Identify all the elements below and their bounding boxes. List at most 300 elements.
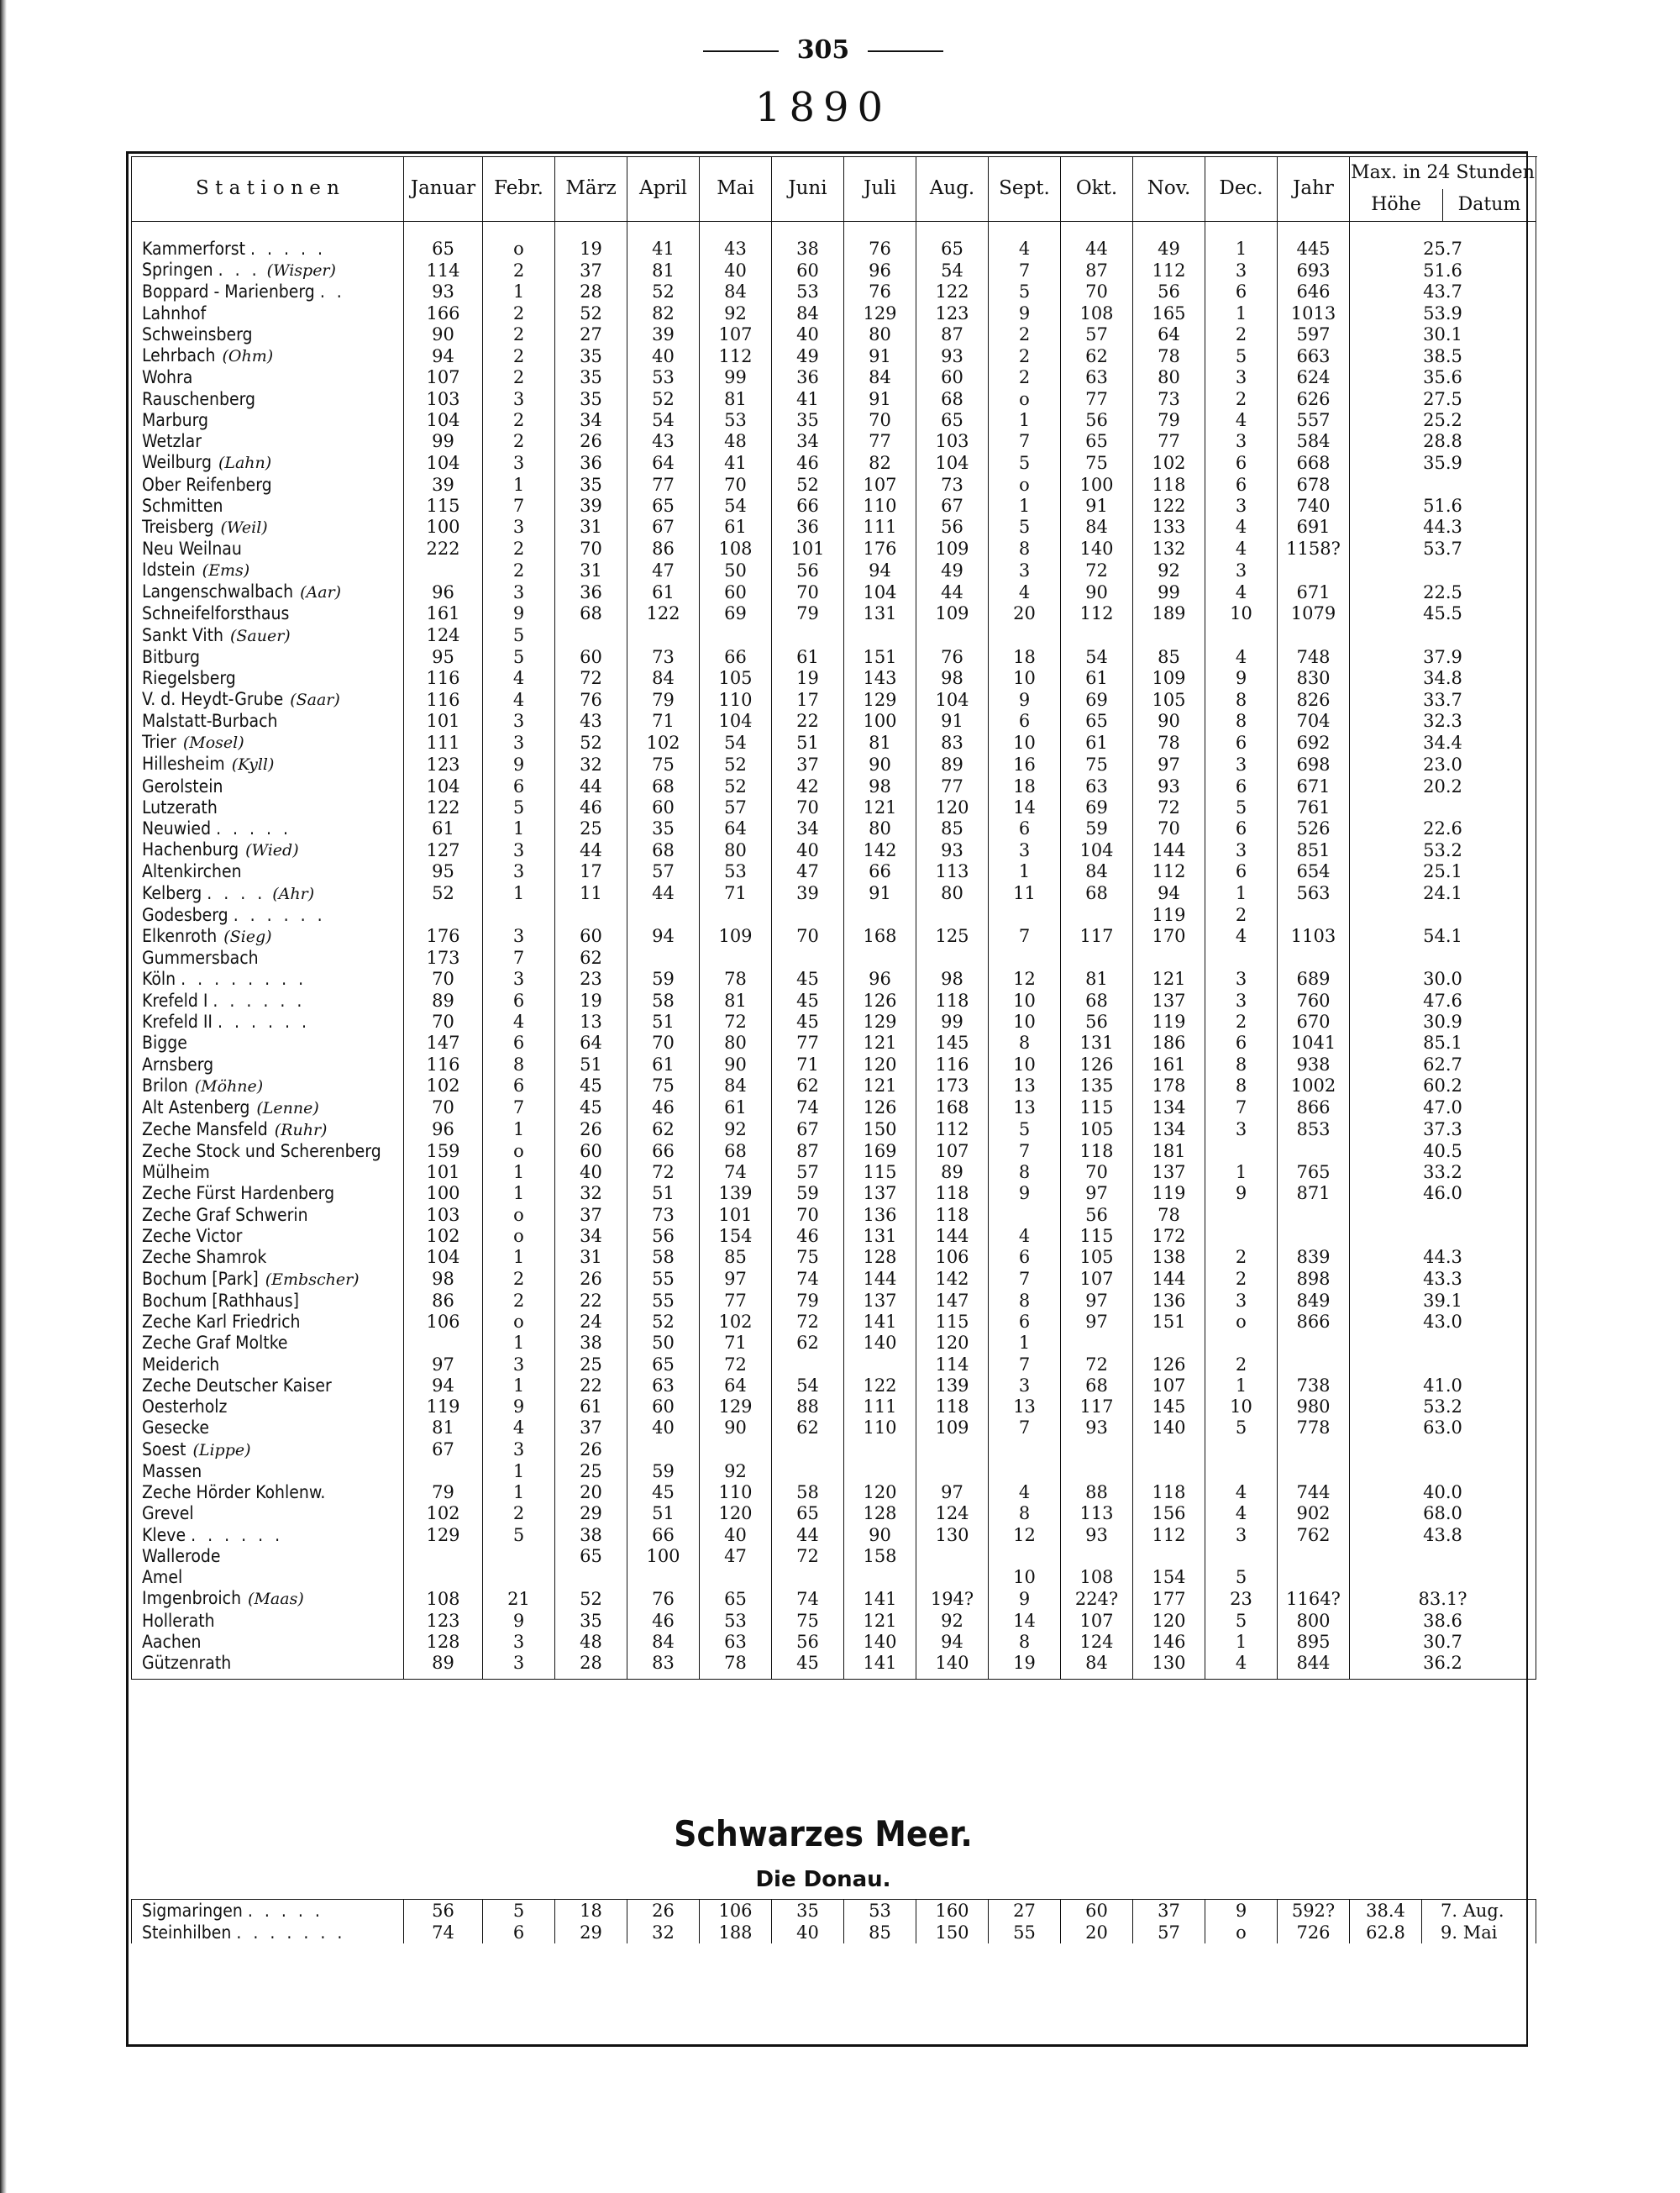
month-value: 99 bbox=[404, 431, 483, 452]
month-value: 27 bbox=[555, 324, 627, 345]
month-value: 76 bbox=[844, 239, 916, 260]
year-total: 663 bbox=[1278, 345, 1350, 367]
month-value: 3 bbox=[989, 1375, 1061, 1396]
month-value: 137 bbox=[844, 1291, 916, 1312]
month-value: 168 bbox=[916, 1097, 989, 1119]
station-name: Lehrbach bbox=[142, 345, 216, 366]
month-value: 72 bbox=[772, 1312, 844, 1333]
month-value bbox=[1061, 1439, 1133, 1461]
river-label: (Lahn) bbox=[218, 454, 272, 473]
station-cell bbox=[132, 581, 404, 603]
month-value: 104 bbox=[404, 1247, 483, 1268]
station-cell bbox=[132, 1247, 404, 1268]
month-value: 64 bbox=[555, 1033, 627, 1054]
leader-dots: . . . . . . bbox=[217, 1011, 310, 1032]
month-value: 74 bbox=[772, 1097, 844, 1119]
month-value: 104 bbox=[404, 410, 483, 431]
station-name: Imgenbroich bbox=[142, 1588, 242, 1609]
month-value: 79 bbox=[772, 1291, 844, 1312]
month-value: 66 bbox=[772, 496, 844, 517]
max-height: 37.3 bbox=[1350, 1119, 1536, 1141]
year-total: 597 bbox=[1278, 324, 1350, 345]
month-value: 32 bbox=[555, 1183, 627, 1204]
month-value: 89 bbox=[404, 991, 483, 1012]
month-value: 59 bbox=[772, 1183, 844, 1204]
year-total: 1103 bbox=[1278, 926, 1350, 948]
max-height bbox=[1350, 1205, 1536, 1226]
station-cell bbox=[132, 474, 404, 495]
month-value: 81 bbox=[404, 1417, 483, 1438]
month-value bbox=[404, 905, 483, 926]
station-row bbox=[132, 1205, 1536, 1226]
year-total: 654 bbox=[1278, 861, 1350, 882]
month-value bbox=[1205, 1333, 1278, 1354]
month-value: 7 bbox=[989, 1417, 1061, 1438]
month-value: 88 bbox=[772, 1396, 844, 1417]
station-name: Rauschenberg bbox=[142, 388, 256, 409]
month-value: 124 bbox=[916, 1503, 989, 1524]
month-value: 10 bbox=[1205, 603, 1278, 624]
station-cell bbox=[132, 1567, 404, 1588]
month-value: o bbox=[989, 388, 1061, 409]
month-value: 25 bbox=[555, 1461, 627, 1482]
river-label: (Ems) bbox=[202, 561, 250, 581]
station-row bbox=[132, 1119, 1536, 1141]
month-value: 68 bbox=[700, 1141, 772, 1162]
month-value: 118 bbox=[916, 991, 989, 1012]
month-value: 101 bbox=[700, 1205, 772, 1226]
month-value: 104 bbox=[916, 452, 989, 474]
year-total: 646 bbox=[1278, 281, 1350, 302]
month-value: 70 bbox=[1133, 818, 1205, 839]
month-value: 119 bbox=[1133, 1183, 1205, 1204]
month-value: 32 bbox=[627, 1922, 700, 1943]
month-value: 176 bbox=[404, 926, 483, 948]
month-value: 105 bbox=[1133, 689, 1205, 711]
month-value: 137 bbox=[844, 1183, 916, 1204]
month-value: 57 bbox=[1133, 1922, 1205, 1943]
month-value: 137 bbox=[1133, 1162, 1205, 1183]
month-value: 107 bbox=[1133, 1375, 1205, 1396]
leader-dots: . . . . . . . bbox=[236, 1922, 346, 1943]
month-value: 45 bbox=[772, 1653, 844, 1674]
month-value: 55 bbox=[627, 1291, 700, 1312]
header-month: Mai bbox=[700, 157, 772, 222]
station-row bbox=[132, 431, 1536, 452]
month-value: 140 bbox=[916, 1653, 989, 1674]
month-value: 2 bbox=[483, 367, 555, 388]
month-value: 65 bbox=[700, 1588, 772, 1610]
month-value: 124 bbox=[404, 625, 483, 647]
month-value: 8 bbox=[989, 1503, 1061, 1524]
station-name: Bitburg bbox=[142, 646, 200, 667]
month-value: 13 bbox=[555, 1012, 627, 1033]
month-value: 2 bbox=[483, 539, 555, 560]
month-value: 88 bbox=[1061, 1482, 1133, 1503]
station-name: Lutzerath bbox=[142, 797, 218, 818]
station-row bbox=[132, 625, 1536, 647]
max-height bbox=[1350, 1461, 1536, 1482]
max-height: 43.0 bbox=[1350, 1312, 1536, 1333]
month-value: 45 bbox=[772, 991, 844, 1012]
month-value: 65 bbox=[1061, 711, 1133, 732]
max-height: 85.1 bbox=[1350, 1033, 1536, 1054]
danube-row bbox=[132, 1900, 1536, 1922]
month-value: 77 bbox=[1133, 431, 1205, 452]
month-value: 144 bbox=[844, 1269, 916, 1291]
station-cell bbox=[132, 1482, 404, 1503]
month-value: 1 bbox=[483, 1247, 555, 1268]
month-value: 8 bbox=[989, 1291, 1061, 1312]
month-value: 3 bbox=[483, 1632, 555, 1653]
month-value: 69 bbox=[1061, 797, 1133, 818]
month-value: 89 bbox=[404, 1653, 483, 1674]
station-row bbox=[132, 1396, 1536, 1417]
river-label: (Saar) bbox=[290, 691, 340, 710]
month-value: 115 bbox=[916, 1312, 989, 1333]
month-value: 104 bbox=[404, 776, 483, 797]
month-value: 84 bbox=[700, 1075, 772, 1097]
danube-row bbox=[132, 1922, 1536, 1943]
month-value bbox=[1205, 1439, 1278, 1461]
month-value: 45 bbox=[555, 1075, 627, 1097]
month-value: 186 bbox=[1133, 1033, 1205, 1054]
year-total: 738 bbox=[1278, 1375, 1350, 1396]
month-value: 6 bbox=[1205, 776, 1278, 797]
month-value: 3 bbox=[483, 1439, 555, 1461]
river-label: (Mosel) bbox=[182, 734, 244, 753]
month-value: 3 bbox=[1205, 496, 1278, 517]
month-value: 66 bbox=[844, 861, 916, 882]
station-name: Arnsberg bbox=[142, 1054, 214, 1075]
month-value: 16 bbox=[989, 754, 1061, 776]
month-value: 56 bbox=[772, 560, 844, 581]
month-value: 104 bbox=[700, 711, 772, 732]
station-cell bbox=[132, 1503, 404, 1524]
month-value: 8 bbox=[989, 1632, 1061, 1653]
month-value: 64 bbox=[700, 818, 772, 839]
month-value: 166 bbox=[404, 303, 483, 324]
month-value: 1 bbox=[1205, 239, 1278, 260]
max-height bbox=[1350, 1226, 1536, 1247]
month-value: 104 bbox=[916, 689, 989, 711]
month-value: 26 bbox=[627, 1900, 700, 1922]
month-value: 5 bbox=[1205, 797, 1278, 818]
station-row bbox=[132, 517, 1536, 539]
month-value: 61 bbox=[404, 818, 483, 839]
month-value: 74 bbox=[700, 1162, 772, 1183]
month-value: 121 bbox=[844, 1075, 916, 1097]
month-value: 3 bbox=[1205, 754, 1278, 776]
max-height: 46.0 bbox=[1350, 1183, 1536, 1204]
month-value: 29 bbox=[555, 1922, 627, 1943]
month-value: 64 bbox=[627, 452, 700, 474]
month-value: 110 bbox=[700, 689, 772, 711]
month-value: 85 bbox=[844, 1922, 916, 1943]
month-value: 151 bbox=[1133, 1312, 1205, 1333]
year-total: 668 bbox=[1278, 452, 1350, 474]
month-value: 4 bbox=[1205, 517, 1278, 539]
station-cell bbox=[132, 1033, 404, 1054]
month-value: 14 bbox=[989, 1610, 1061, 1631]
month-value: 2 bbox=[1205, 905, 1278, 926]
month-value: 9 bbox=[483, 1396, 555, 1417]
month-value bbox=[627, 625, 700, 647]
leader-dots: . . . . . bbox=[216, 818, 292, 839]
month-value: 43 bbox=[700, 239, 772, 260]
month-value: 2 bbox=[989, 324, 1061, 345]
month-value: 112 bbox=[1133, 260, 1205, 281]
month-value: 29 bbox=[555, 1503, 627, 1524]
month-value: 11 bbox=[555, 883, 627, 905]
month-value: 75 bbox=[627, 754, 700, 776]
station-row bbox=[132, 732, 1536, 754]
month-value: 141 bbox=[844, 1588, 916, 1610]
month-value: 110 bbox=[700, 1482, 772, 1503]
month-value: 81 bbox=[844, 732, 916, 754]
month-value: 112 bbox=[700, 345, 772, 367]
month-value: 129 bbox=[844, 1012, 916, 1033]
station-row bbox=[132, 1610, 1536, 1631]
month-value: 39 bbox=[627, 324, 700, 345]
max-height: 51.6 bbox=[1350, 496, 1536, 517]
max-height: 24.1 bbox=[1350, 883, 1536, 905]
year-total: 526 bbox=[1278, 818, 1350, 839]
month-value: 100 bbox=[627, 1546, 700, 1567]
header-month: Juni bbox=[772, 157, 844, 222]
month-value: 132 bbox=[1133, 539, 1205, 560]
month-value: 53 bbox=[700, 861, 772, 882]
station-name: Steinhilben bbox=[142, 1922, 232, 1943]
section-subtitle: Die Donau. bbox=[755, 1867, 891, 1892]
month-value: 118 bbox=[916, 1205, 989, 1226]
month-value: 147 bbox=[916, 1291, 989, 1312]
month-value bbox=[1061, 905, 1133, 926]
month-value: 40 bbox=[772, 1922, 844, 1943]
station-row bbox=[132, 1461, 1536, 1482]
month-value bbox=[772, 1567, 844, 1588]
month-value bbox=[1133, 948, 1205, 969]
month-value: 75 bbox=[1061, 452, 1133, 474]
year-total: 744 bbox=[1278, 1482, 1350, 1503]
month-value: 109 bbox=[700, 926, 772, 948]
station-row bbox=[132, 260, 1536, 281]
month-value: 7 bbox=[989, 1354, 1061, 1375]
month-value: 131 bbox=[1061, 1033, 1133, 1054]
station-row bbox=[132, 905, 1536, 926]
month-value: 17 bbox=[555, 861, 627, 882]
month-value bbox=[1205, 1141, 1278, 1162]
month-value: 2 bbox=[1205, 388, 1278, 409]
month-value: 19 bbox=[555, 991, 627, 1012]
month-value: 63 bbox=[627, 1375, 700, 1396]
month-value: o bbox=[483, 1205, 555, 1226]
month-value: 107 bbox=[404, 367, 483, 388]
month-value: 94 bbox=[1133, 883, 1205, 905]
station-row bbox=[132, 668, 1536, 689]
month-value: 3 bbox=[483, 1653, 555, 1674]
station-row bbox=[132, 776, 1536, 797]
month-value: 72 bbox=[1133, 797, 1205, 818]
month-value: 4 bbox=[989, 581, 1061, 603]
month-value: 79 bbox=[1133, 410, 1205, 431]
month-value: 133 bbox=[1133, 517, 1205, 539]
station-row bbox=[132, 1567, 1536, 1588]
year-total: 1002 bbox=[1278, 1075, 1350, 1097]
month-value: 51 bbox=[772, 732, 844, 754]
month-value bbox=[627, 1567, 700, 1588]
month-value: 65 bbox=[627, 1354, 700, 1375]
month-value: 7 bbox=[483, 496, 555, 517]
max-height: 25.1 bbox=[1350, 861, 1536, 882]
month-value: 112 bbox=[916, 1119, 989, 1141]
month-value: 134 bbox=[1133, 1119, 1205, 1141]
max-height: 68.0 bbox=[1350, 1503, 1536, 1524]
station-row bbox=[132, 647, 1536, 668]
month-value: 91 bbox=[844, 883, 916, 905]
month-value: 169 bbox=[844, 1141, 916, 1162]
month-value: 150 bbox=[844, 1119, 916, 1141]
station-name: Schmitten bbox=[142, 495, 223, 516]
month-value: 5 bbox=[483, 1524, 555, 1545]
max-height: 38.4 bbox=[1350, 1900, 1422, 1922]
year-total bbox=[1278, 1141, 1350, 1162]
month-value: 60 bbox=[772, 260, 844, 281]
month-value: 147 bbox=[404, 1033, 483, 1054]
month-value: 93 bbox=[1061, 1524, 1133, 1545]
month-value: 98 bbox=[844, 776, 916, 797]
month-value: 8 bbox=[989, 1033, 1061, 1054]
month-value: 59 bbox=[627, 969, 700, 990]
month-value: 146 bbox=[1133, 1632, 1205, 1653]
station-cell bbox=[132, 539, 404, 560]
month-value: 66 bbox=[700, 647, 772, 668]
month-value: 45 bbox=[772, 969, 844, 990]
month-value: 39 bbox=[404, 474, 483, 495]
leader-dots: . . . . . . . . bbox=[181, 969, 307, 990]
month-value: 2 bbox=[1205, 1247, 1278, 1268]
month-value: 102 bbox=[404, 1226, 483, 1247]
month-value: 17 bbox=[772, 689, 844, 711]
year-total bbox=[1278, 1439, 1350, 1461]
month-value: 34 bbox=[555, 1226, 627, 1247]
month-value: 6 bbox=[1205, 1033, 1278, 1054]
station-row bbox=[132, 1482, 1536, 1503]
month-value: 20 bbox=[989, 603, 1061, 624]
month-value: 176 bbox=[844, 539, 916, 560]
year-total: 671 bbox=[1278, 581, 1350, 603]
max-height bbox=[1350, 560, 1536, 581]
month-value: 97 bbox=[916, 1482, 989, 1503]
max-height bbox=[1350, 1546, 1536, 1567]
month-value: 1 bbox=[1205, 1632, 1278, 1653]
month-value: 107 bbox=[916, 1141, 989, 1162]
station-name: Zeche Graf Moltke bbox=[142, 1333, 288, 1354]
month-value: 128 bbox=[404, 1632, 483, 1653]
month-value: 71 bbox=[700, 1333, 772, 1354]
max-height: 54.1 bbox=[1350, 926, 1536, 948]
month-value: 26 bbox=[555, 1439, 627, 1461]
month-value: 70 bbox=[404, 969, 483, 990]
max-height: 47.0 bbox=[1350, 1097, 1536, 1119]
month-value: 47 bbox=[772, 861, 844, 882]
station-name: Ober Reifenberg bbox=[142, 474, 272, 495]
month-value: 78 bbox=[1133, 345, 1205, 367]
month-value: 120 bbox=[700, 1503, 772, 1524]
month-value: 18 bbox=[989, 776, 1061, 797]
station-name: Weilburg bbox=[142, 452, 212, 473]
month-value: 143 bbox=[844, 668, 916, 689]
precipitation-table bbox=[131, 156, 1536, 1680]
month-value: 60 bbox=[627, 797, 700, 818]
station-name: Kammerforst bbox=[142, 239, 246, 260]
month-value: 35 bbox=[627, 818, 700, 839]
month-value bbox=[844, 948, 916, 969]
leader-dots: . . . . . . bbox=[191, 1524, 284, 1545]
month-value: 1 bbox=[1205, 883, 1278, 905]
month-value: 97 bbox=[1061, 1183, 1133, 1204]
month-value: 160 bbox=[916, 1900, 989, 1922]
month-value bbox=[916, 1461, 989, 1482]
station-name: V. d. Heydt-Grube bbox=[142, 689, 284, 710]
month-value: 81 bbox=[627, 260, 700, 281]
station-cell bbox=[132, 260, 404, 281]
year-total: 689 bbox=[1278, 969, 1350, 990]
month-value: 51 bbox=[627, 1183, 700, 1204]
month-value: 92 bbox=[1133, 560, 1205, 581]
max-height: 30.7 bbox=[1350, 1632, 1536, 1653]
month-value: 9 bbox=[1205, 1900, 1278, 1922]
month-value: 82 bbox=[844, 452, 916, 474]
month-value: 1 bbox=[483, 1183, 555, 1204]
station-row bbox=[132, 452, 1536, 474]
month-value: 74 bbox=[772, 1588, 844, 1610]
month-value bbox=[1205, 1546, 1278, 1567]
station-name: Kleve bbox=[142, 1524, 186, 1545]
month-value: 53 bbox=[844, 1900, 916, 1922]
month-value: 35 bbox=[772, 410, 844, 431]
month-value: 144 bbox=[916, 1226, 989, 1247]
month-value: 42 bbox=[772, 776, 844, 797]
month-value: 84 bbox=[1061, 517, 1133, 539]
month-value: 4 bbox=[1205, 410, 1278, 431]
month-value bbox=[989, 625, 1061, 647]
station-row bbox=[132, 839, 1536, 861]
month-value: 1 bbox=[989, 410, 1061, 431]
month-value: 67 bbox=[916, 496, 989, 517]
month-value: 90 bbox=[844, 754, 916, 776]
month-value: 37 bbox=[555, 1205, 627, 1226]
month-value: 44 bbox=[555, 776, 627, 797]
month-value: 115 bbox=[844, 1162, 916, 1183]
month-value: 115 bbox=[1061, 1226, 1133, 1247]
month-value: 129 bbox=[844, 303, 916, 324]
station-name: Wohra bbox=[142, 367, 193, 388]
station-row bbox=[132, 1012, 1536, 1033]
month-value: 13 bbox=[989, 1097, 1061, 1119]
month-value: 3 bbox=[483, 969, 555, 990]
station-row bbox=[132, 281, 1536, 302]
month-value: 62 bbox=[772, 1075, 844, 1097]
month-value: 71 bbox=[700, 883, 772, 905]
year-total bbox=[1278, 560, 1350, 581]
year-total: 726 bbox=[1278, 1922, 1350, 1943]
month-value: 55 bbox=[627, 1269, 700, 1291]
month-value: 106 bbox=[404, 1312, 483, 1333]
year-total: 748 bbox=[1278, 647, 1350, 668]
station-name: Hillesheim bbox=[142, 754, 225, 775]
station-row bbox=[132, 1226, 1536, 1247]
